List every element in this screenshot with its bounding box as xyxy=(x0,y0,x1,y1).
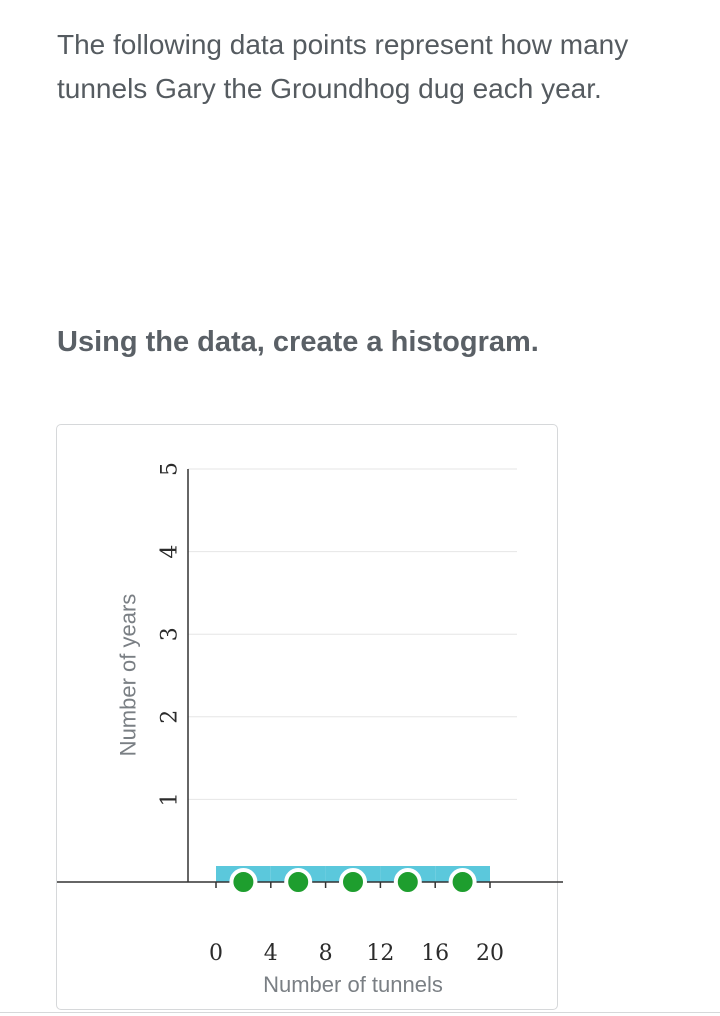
x-axis-title: Number of tunnels xyxy=(263,972,443,997)
y-tick-label: 5 xyxy=(157,462,183,476)
question-prompt: The following data points represent how many tunnels Gary the Groundhog dug each year. xyxy=(57,29,629,104)
bar-drag-handle[interactable] xyxy=(451,870,475,894)
bottom-divider xyxy=(0,1012,720,1013)
x-tick-label: 20 xyxy=(476,941,504,966)
x-tick-label: 8 xyxy=(318,941,333,966)
bar-drag-handle[interactable] xyxy=(286,870,310,894)
y-axis-ticks xyxy=(158,462,183,806)
y-tick-label: 2 xyxy=(157,709,183,724)
x-tick-label: 12 xyxy=(366,941,395,966)
x-tick-label: 16 xyxy=(421,941,450,966)
histogram-graph[interactable] xyxy=(56,424,558,1010)
bar-drag-handle[interactable] xyxy=(341,870,365,894)
x-tick-label: 4 xyxy=(263,941,278,966)
y-tick-label: 3 xyxy=(157,627,183,642)
bar-drag-handle[interactable] xyxy=(396,870,420,894)
y-tick-label: 4 xyxy=(157,544,183,559)
grid-lines xyxy=(188,469,517,799)
y-axis-title: Number of years xyxy=(115,593,141,757)
y-tick-label: 1 xyxy=(157,792,183,807)
histogram-chart[interactable] xyxy=(57,425,559,1011)
question-instruction: Using the data, create a histogram. xyxy=(57,326,539,358)
bar-drag-handle[interactable] xyxy=(231,870,255,894)
x-tick-label: 0 xyxy=(209,941,223,966)
